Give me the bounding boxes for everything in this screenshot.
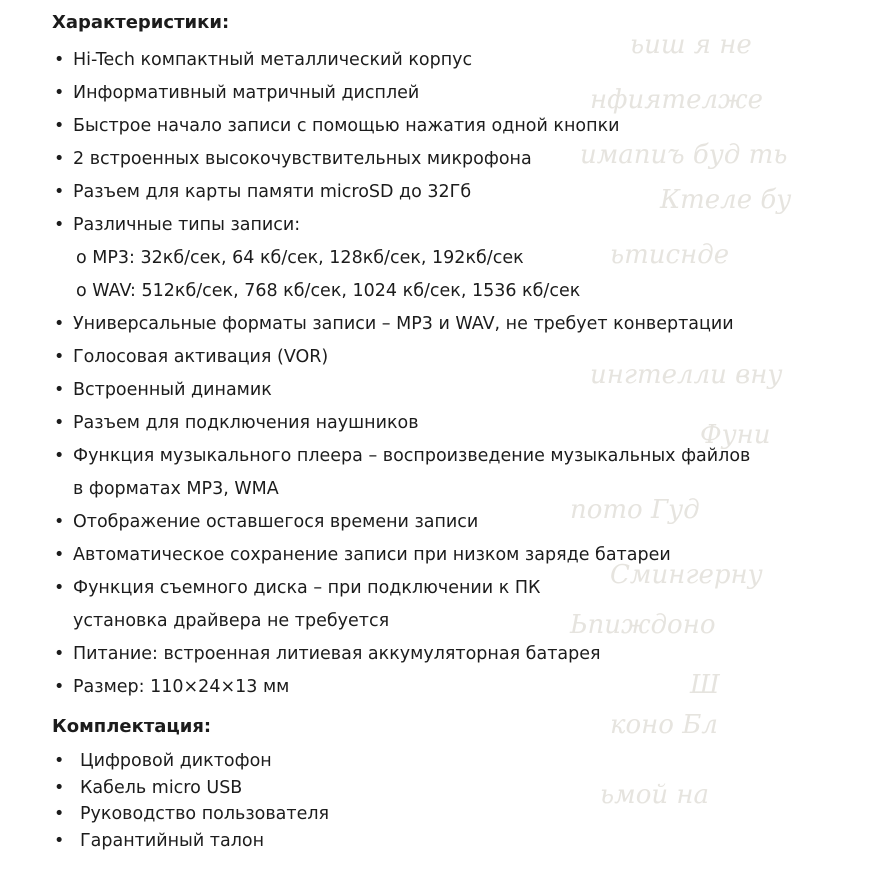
kit-item: • Руководство пользователя: [52, 801, 329, 828]
kit-list: [52, 748, 329, 854]
spec-item: • Питание: встроенная литиевая аккумуляторная батарея: [52, 638, 750, 671]
spec-item: • Hi-Tech компактный металлический корпус: [52, 44, 750, 77]
kit-item: • Цифровой диктофон: [52, 748, 329, 775]
spec-item: • Функция музыкального плеера – воспроизведение музыкальных файлов: [52, 440, 750, 473]
spec-item: • Встроенный динамик: [52, 374, 750, 407]
spec-item: • Функция съемного диска – при подключении к ПК: [52, 572, 750, 605]
kit-item: • Кабель micro USB: [52, 775, 329, 802]
handwriting-watermark: ьиш я не нфиятелже имапиъ буд ть Ктеле бу ьтиснде ингтелли вну Фуни пото Гуд Смингерну Ьпиждоно Ш коно Бл ьмой на: [570, 30, 792, 810]
spec-item: • Разъем для подключения наушников: [52, 407, 750, 440]
spec-subitem: о WAV: 512кб/сек, 768 кб/сек, 1024 кб/сек, 1536 кб/сек: [76, 281, 581, 301]
spec-item: • Голосовая активация (VOR): [52, 341, 750, 374]
spec-item: • Автоматическое сохранение записи при низком заряде батареи: [52, 539, 750, 572]
kit-item: • Гарантийный талон: [52, 828, 329, 855]
specs-title: Характеристики:: [52, 12, 230, 33]
spec-item: • 2 встроенных высокочувствительных микрофона: [52, 143, 750, 176]
specs-list: [52, 44, 750, 704]
spec-item-continuation: установка драйвера не требуется: [73, 611, 390, 631]
spec-subitem: о MP3: 32кб/сек, 64 кб/сек, 128кб/сек, 192кб/сек: [76, 248, 524, 268]
spec-item: • Разъем для карты памяти microSD до 32Гб: [52, 176, 750, 209]
spec-item: • Информативный матричный дисплей: [52, 77, 750, 110]
kit-title: Комплектация:: [52, 716, 212, 737]
spec-item: • Отображение оставшегося времени записи: [52, 506, 750, 539]
spec-item: • Размер: 110×24×13 мм: [52, 671, 750, 704]
spec-item: • Универсальные форматы записи – MP3 и WAV, не требует конвертации: [52, 308, 750, 341]
spec-item-continuation: в форматах MP3, WMA: [73, 479, 279, 499]
spec-item: • Различные типы записи:: [52, 209, 750, 242]
spec-item: • Быстрое начало записи с помощью нажатия одной кнопки: [52, 110, 750, 143]
